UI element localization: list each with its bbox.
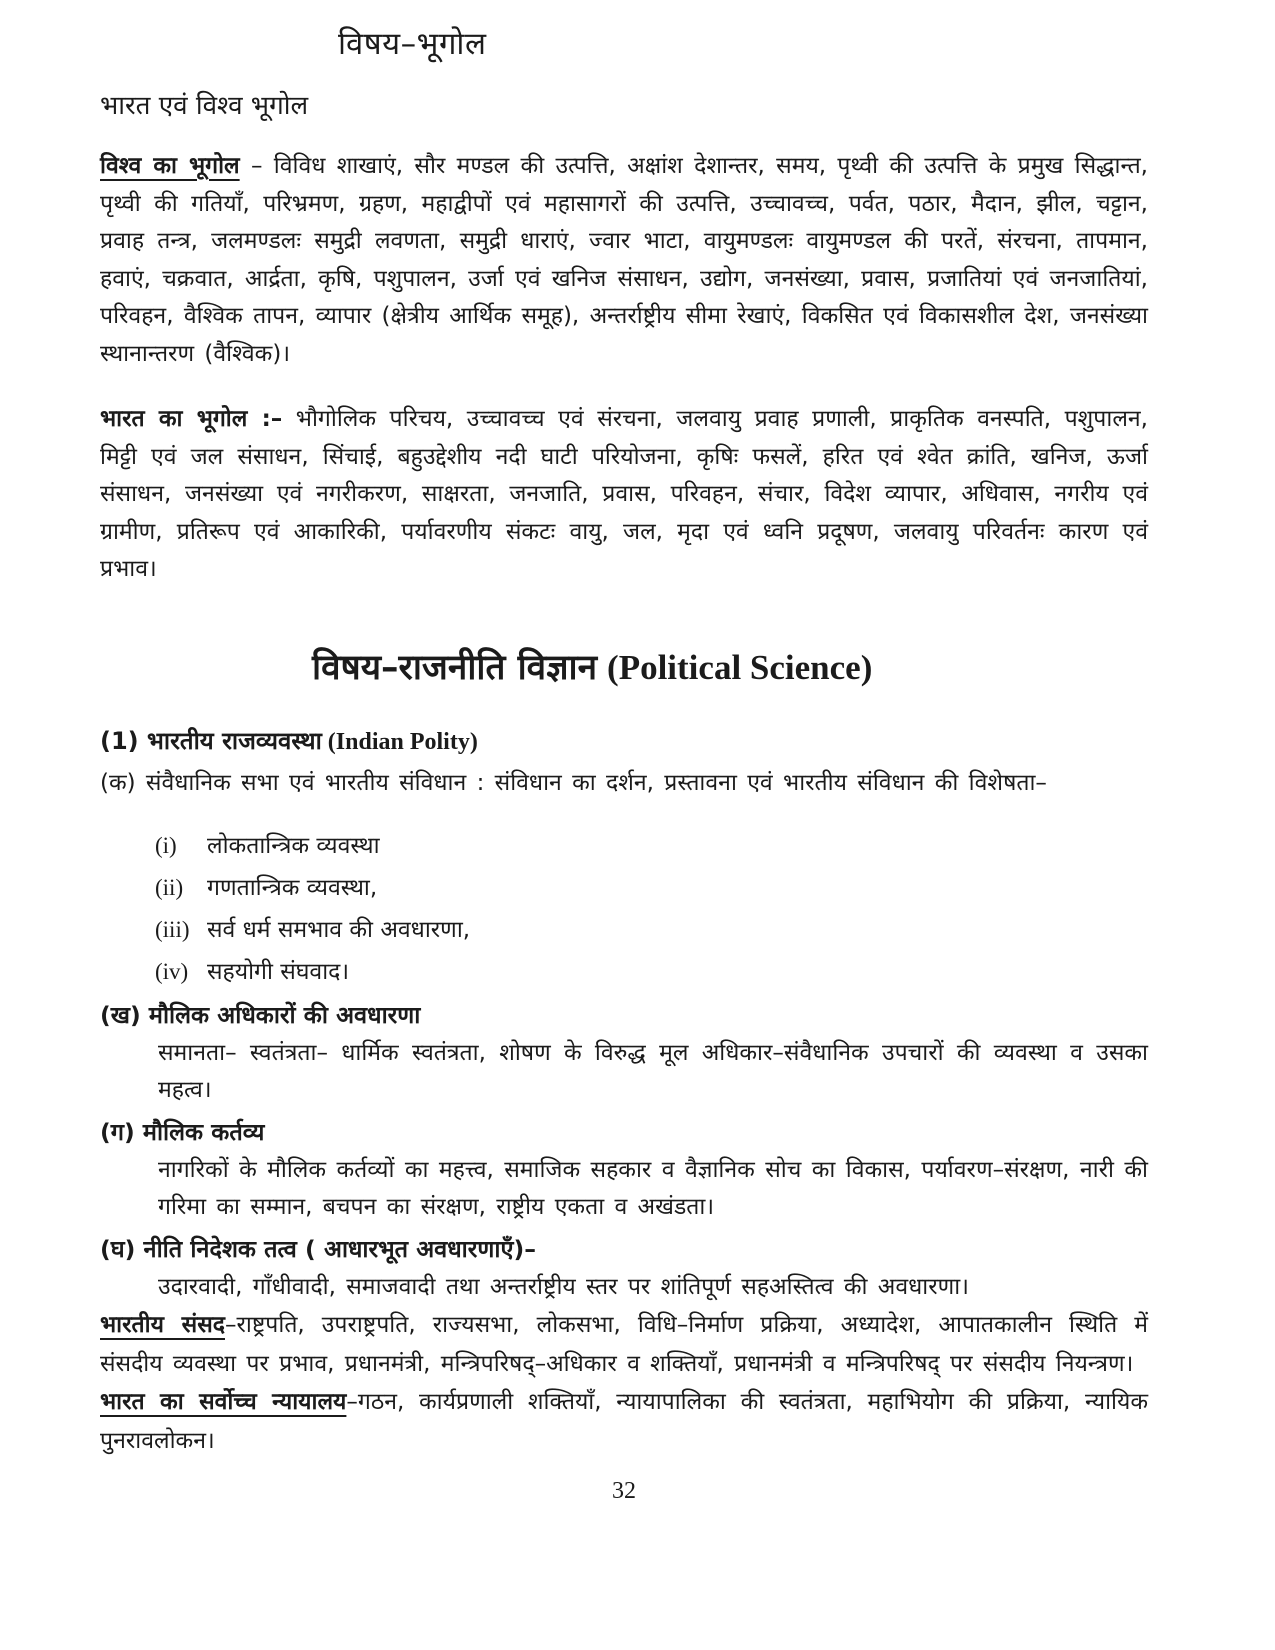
india-geography-paragraph bbox=[100, 401, 1148, 589]
list-item-text: सहयोगी संघवाद। bbox=[207, 958, 350, 985]
world-geography-paragraph bbox=[100, 148, 1148, 373]
item-ga-heading: (ग) मौलिक कर्तव्य bbox=[100, 1117, 265, 1146]
list-item-marker: (iii) bbox=[155, 916, 190, 942]
world-geography-dash: – bbox=[239, 153, 274, 179]
item-kha-heading: (ख) मौलिक अधिकारों की अवधारणा bbox=[100, 1000, 421, 1029]
roman-numeral-list bbox=[155, 825, 1148, 993]
political-science-heading bbox=[312, 643, 1148, 693]
world-geography-label: विश्व का भूगोल bbox=[100, 153, 240, 179]
item-gha-heading: (घ) नीति निदेशक तत्व ( आधारभूत अवधारणाएँ)– bbox=[100, 1234, 536, 1263]
list-item-text: लोकतान्त्रिक व्यवस्था bbox=[207, 832, 380, 859]
supreme-court-body: –गठन, कार्यप्रणाली शक्तियाँ, न्यायापालिका की स्वतंत्रता, महाभियोग की प्रक्रिया, न्यायिक पुनरावलोकन। bbox=[100, 1389, 1149, 1454]
geography-section-heading: भारत एवं विश्व भूगोल bbox=[100, 91, 309, 121]
list-item-marker: (ii) bbox=[155, 874, 184, 900]
list-item-marker: (i) bbox=[155, 832, 177, 858]
indian-polity-heading bbox=[100, 721, 1148, 762]
item-gha-body: उदारवादी, गाँधीवादी, समाजवादी तथा अन्तर्राष्ट्रीय स्तर पर शांतिपूर्ण सहअस्तित्व की अवधारणा। bbox=[158, 1273, 969, 1300]
list-item bbox=[155, 867, 1148, 909]
list-item bbox=[155, 951, 1148, 993]
item-kha-body: समानता– स्वतंत्रता– धार्मिक स्वतंत्रता, शोषण के विरुद्ध मूल अधिकार–संवैधानिक उपचारों की व्यवस्था व उसका महत्व। bbox=[158, 1039, 1148, 1103]
indian-polity-heading-hindi: (1) भारतीय राजव्यवस्था bbox=[100, 726, 322, 755]
parliament-label: भारतीय संसद bbox=[100, 1312, 225, 1338]
political-science-heading-hindi: विषय–राजनीति विज्ञान bbox=[312, 647, 598, 688]
parliament-body: –राष्ट्रपति, उपराष्ट्रपति, राज्यसभा, लोकसभा, विधि–निर्माण प्रक्रिया, अध्यादेश, आपातकालीन स्थिति में संसदीय व्यवस्था पर प्रभाव, प्रधानमंत्री, मन्त्रिपरिषद्–अधिकार व शक्तियाँ, प्रधानमंत्री व मन्त्रिपरिषद् पर संसदीय नियन्त्रण। bbox=[100, 1312, 1148, 1377]
page-number: 32 bbox=[612, 1478, 636, 1504]
item-ga-body: नागरिकों के मौलिक कर्तव्यों का महत्त्व, समाजिक सहकार व वैज्ञानिक सोच का विकास, पर्यावरण–संरक्षण, नारी की गरिमा का सम्मान, बचपन का संरक्षण, राष्ट्रीय एकता व अखंडता। bbox=[158, 1156, 1148, 1220]
list-item-text: गणतान्त्रिक व्यवस्था, bbox=[207, 874, 378, 901]
list-item-marker: (iv) bbox=[155, 958, 189, 984]
list-item-text: सर्व धर्म समभाव की अवधारणा, bbox=[207, 916, 471, 943]
item-ka-paragraph: (क) संवैधानिक सभा एवं भारतीय संविधान : संविधान का दर्शन, प्रस्तावना एवं भारतीय संविधान की विशेषता– bbox=[100, 769, 1047, 796]
parliament-paragraph bbox=[100, 1306, 1148, 1383]
india-geography-body: भौगोलिक परिचय, उच्चावच्च एवं संरचना, जलवायु प्रवाह प्रणाली, प्राकृतिक वनस्पति, पशुपालन, मिट्टी एवं जल संसाधन, सिंचाई, बहुउद्देशीय नदी घाटी परियोजना, कृषिः फसलें, हरित एवं श्वेत क्रांति, खनिज, ऊर्जा संसाधन, जनसंख्या एवं नगरीकरण, साक्षरता, जनजाति, प्रवास, परिवहन, संचार, विदेश व्यापार, अधिवास, नगरीय एवं ग्रामीण, प्रतिरूप एवं आकारिकी, पर्यावरणीय संकटः वायु, जल, मृदा एवं ध्वनि प्रदूषण, जलवायु परिवर्तनः कारण एवं प्रभाव। bbox=[100, 406, 1148, 582]
list-item bbox=[155, 825, 1148, 867]
supreme-court-label: भारत का सर्वोच्च न्यायालय bbox=[100, 1389, 347, 1415]
supreme-court-paragraph bbox=[100, 1383, 1148, 1460]
list-item bbox=[155, 909, 1148, 951]
india-geography-label: भारत का भूगोल :– bbox=[100, 406, 283, 432]
indian-polity-heading-english: (Indian Polity) bbox=[327, 728, 478, 755]
political-science-heading-english: (Political Science) bbox=[607, 647, 873, 687]
document-title: विषय–भूगोल bbox=[338, 26, 487, 62]
world-geography-body: विविध शाखाएं, सौर मण्डल की उत्पत्ति, अक्षांश देशान्तर, समय, पृथ्वी की उत्पत्ति के प्रमुख सिद्धान्त, पृथ्वी की गतियाँ, परिभ्रमण, ग्रहण, महाद्वीपों एवं महासागरों की उत्पत्ति, उच्चावच्च, पर्वत, पठार, मैदान, झील, चट्टान, प्रवाह तन्त्र, जलमण्डलः समुद्री लवणता, समुद्री धाराएं, ज्वार भाटा, वायुमण्डलः वायुमण्डल की परतें, संरचना, तापमान, हवाएं, चक्रवात, आर्द्रता, कृषि, पशुपालन, उर्जा एवं खनिज संसाधन, उद्योग, जनसंख्या, प्रवास, प्रजातियां एवं जनजातियां, परिवहन, वैश्विक तापन, व्यापार (क्षेत्रीय आर्थिक समूह), अन्तर्राष्ट्रीय सीमा रेखाएं, विकसित एवं विकासशील देश, जनसंख्या स्थानान्तरण (वैश्विक)। bbox=[100, 153, 1148, 367]
